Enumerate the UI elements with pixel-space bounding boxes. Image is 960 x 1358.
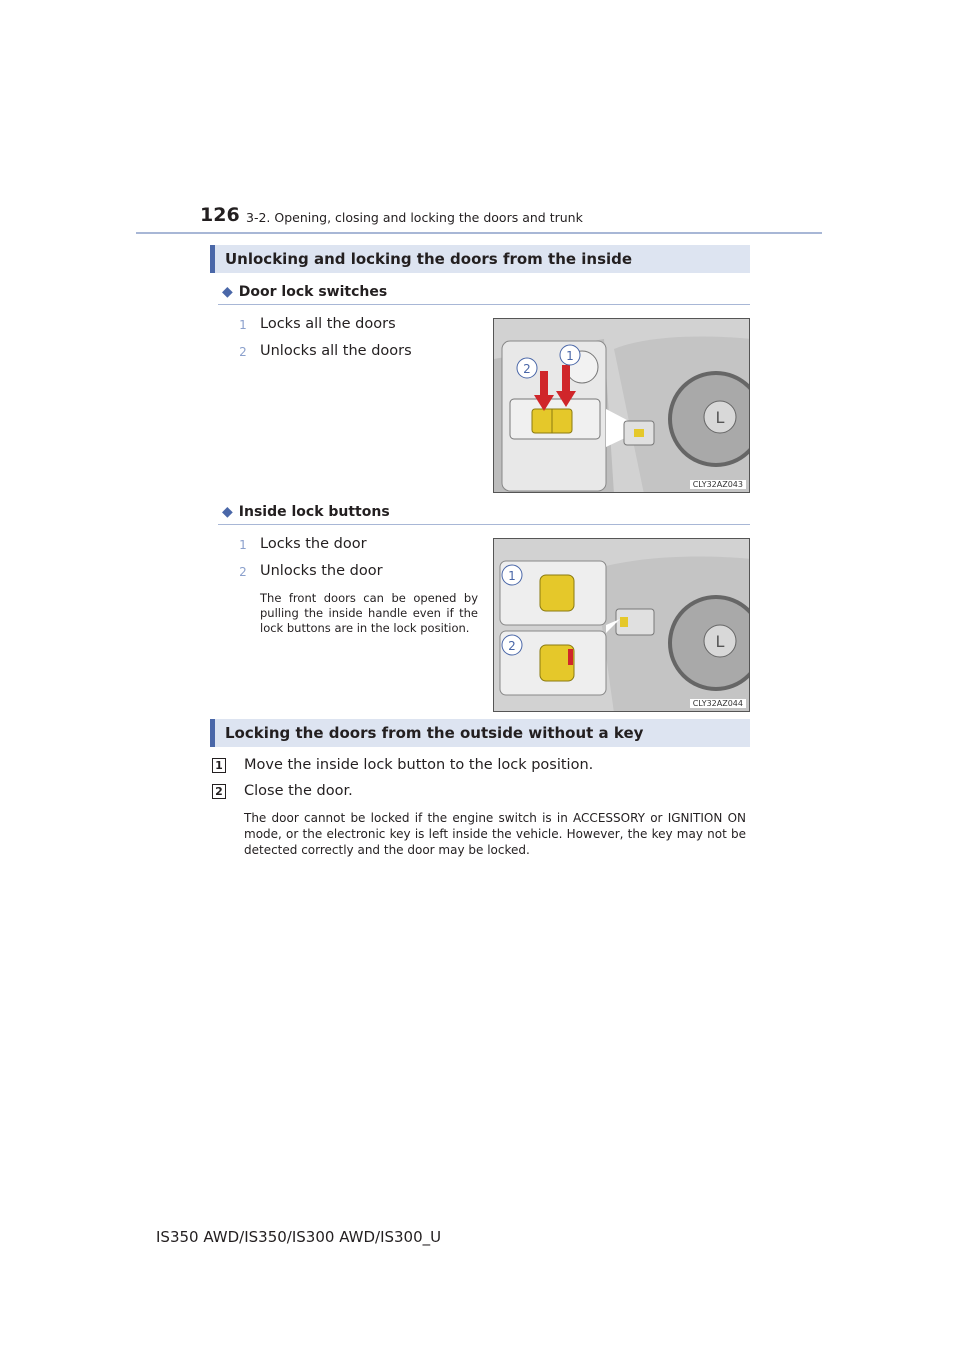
diamond-bullet-icon: ◆ [222, 284, 233, 300]
callout-1: 1 [566, 349, 574, 363]
number-1-icon: 1 [239, 538, 247, 552]
step-number-1: 1 [212, 758, 226, 773]
section-heading-text: Unlocking and locking the doors from the inside [225, 250, 633, 268]
item-unlock-all-doors: Unlocks all the doors [260, 343, 412, 359]
svg-text:L: L [715, 632, 725, 651]
section-heading-text: Locking the doors from the outside without a key [225, 724, 644, 742]
callout-1: 1 [508, 569, 516, 583]
subheading-divider [218, 304, 750, 305]
section-heading-unlocking-locking-inside [210, 245, 750, 273]
number-2-icon: 2 [239, 565, 247, 579]
subheading-text: Inside lock buttons [238, 504, 390, 520]
step-1-text: Move the inside lock button to the lock position. [244, 757, 594, 773]
section-heading-locking-outside-without-key [210, 719, 750, 747]
callout-2: 2 [508, 639, 516, 653]
door-lock-switch-illustration [493, 318, 750, 493]
diamond-bullet-icon: ◆ [222, 504, 233, 520]
image-code: CLY32AZ044 [690, 699, 746, 708]
item-unlocks-the-door: Unlocks the door [260, 563, 383, 579]
page-number: 126 [200, 204, 240, 226]
inside-lock-button-illustration [493, 538, 750, 712]
subheading-inside-lock-buttons [222, 504, 390, 520]
item-lock-all-doors: Locks all the doors [260, 316, 396, 332]
callout-2: 2 [523, 362, 531, 376]
step-2-text: Close the door. [244, 783, 353, 799]
item-locks-the-door: Locks the door [260, 536, 367, 552]
svg-text:L: L [715, 408, 725, 427]
note-inside-handle: The front doors can be opened by pulling the inside handle even if the lock buttons are in the lock position. [260, 591, 478, 635]
footer-model-code: IS350 AWD/IS350/IS300 AWD/IS300_U [156, 1228, 442, 1246]
number-2-icon: 2 [239, 345, 247, 359]
note-door-cannot-be-locked: The door cannot be locked if the engine switch is in ACCESSORY or IGNITION ON mode, or the electronic key is left inside the vehicle. However, the key may not be detected correctly and the door may be locked. [244, 811, 746, 857]
header-divider [136, 232, 822, 234]
subheading-door-lock-switches [222, 284, 387, 300]
step-number-2: 2 [212, 784, 226, 799]
image-code: CLY32AZ043 [690, 480, 746, 489]
number-1-icon: 1 [239, 318, 247, 332]
section-title: 3-2. Opening, closing and locking the doors and trunk [246, 210, 583, 225]
subheading-divider [218, 524, 750, 525]
subheading-text: Door lock switches [238, 284, 388, 300]
